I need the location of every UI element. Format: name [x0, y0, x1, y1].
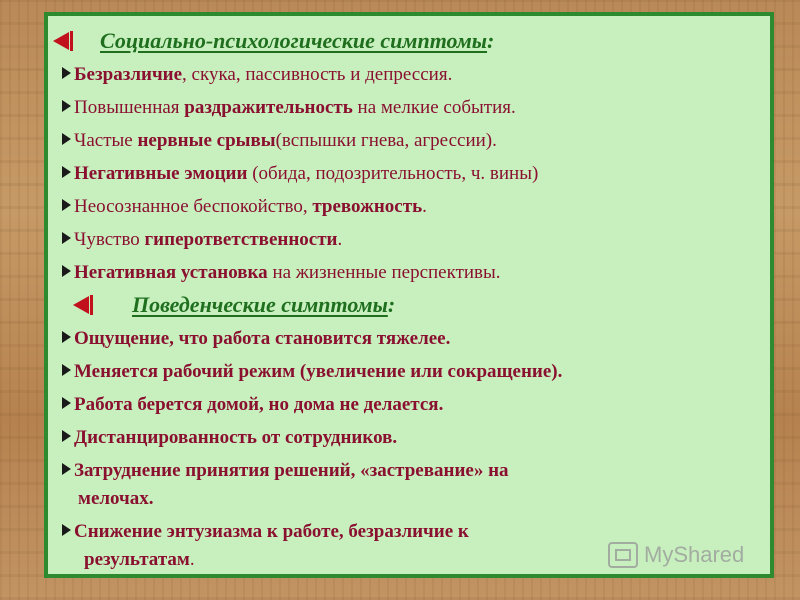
- bullet-arrow-icon: [62, 232, 71, 244]
- list-item: Безразличие, скука, пассивность и депрессия.: [62, 64, 452, 86]
- bullet-arrow-icon: [62, 265, 71, 277]
- list-item: Дистанцированность от сотрудников.: [62, 427, 397, 449]
- back-arrow-icon[interactable]: [72, 293, 96, 317]
- bullet-arrow-icon: [62, 364, 71, 376]
- section2-heading: Поведенческие симптомы :: [72, 290, 395, 320]
- content-panel: [44, 12, 774, 578]
- list-item-continuation: результатам.: [84, 549, 195, 570]
- list-item: Негативные эмоции (обида, подозрительность, ч. вины): [62, 163, 538, 185]
- section2-title: Поведенческие симптомы: [132, 292, 388, 317]
- list-item: Частые нервные срывы(вспышки гнева, агрессии).: [62, 130, 497, 152]
- presentation-logo-icon: [608, 542, 638, 568]
- bullet-arrow-icon: [62, 331, 71, 343]
- bullet-arrow-icon: [62, 166, 71, 178]
- list-item: Работа берется домой, но дома не делается.: [62, 394, 443, 416]
- bullet-arrow-icon: [62, 524, 71, 536]
- list-item: Чувство гиперответственности.: [62, 229, 342, 251]
- list-item: Затруднение принятия решений, «застревание» на: [62, 460, 509, 482]
- watermark: [608, 541, 744, 569]
- list-item: Меняется рабочий режим (увеличение или сокращение).: [62, 361, 562, 383]
- list-item: Снижение энтузиазма к работе, безразличие к: [62, 521, 469, 543]
- section1-heading: Социально-психологические симптомы :: [52, 26, 494, 56]
- section1-title: Социально-психологические симптомы: [100, 28, 488, 53]
- back-arrow-icon[interactable]: [52, 29, 76, 53]
- bullet-arrow-icon: [62, 430, 71, 442]
- bullet-arrow-icon: [62, 199, 71, 211]
- bullet-arrow-icon: [62, 133, 71, 145]
- watermark-text: MyShared: [644, 542, 745, 567]
- bullet-arrow-icon: [62, 67, 71, 79]
- bullet-arrow-icon: [62, 397, 71, 409]
- bullet-arrow-icon: [62, 100, 71, 112]
- list-item: Ощущение, что работа становится тяжелее.: [62, 328, 450, 350]
- list-item: Неосознанное беспокойство, тревожность.: [62, 196, 427, 218]
- list-item: Негативная установка на жизненные перспективы.: [62, 262, 501, 284]
- list-item: Повышенная раздражительность на мелкие события.: [62, 97, 516, 119]
- list-item-continuation: мелочах.: [78, 488, 154, 509]
- bullet-arrow-icon: [62, 463, 71, 475]
